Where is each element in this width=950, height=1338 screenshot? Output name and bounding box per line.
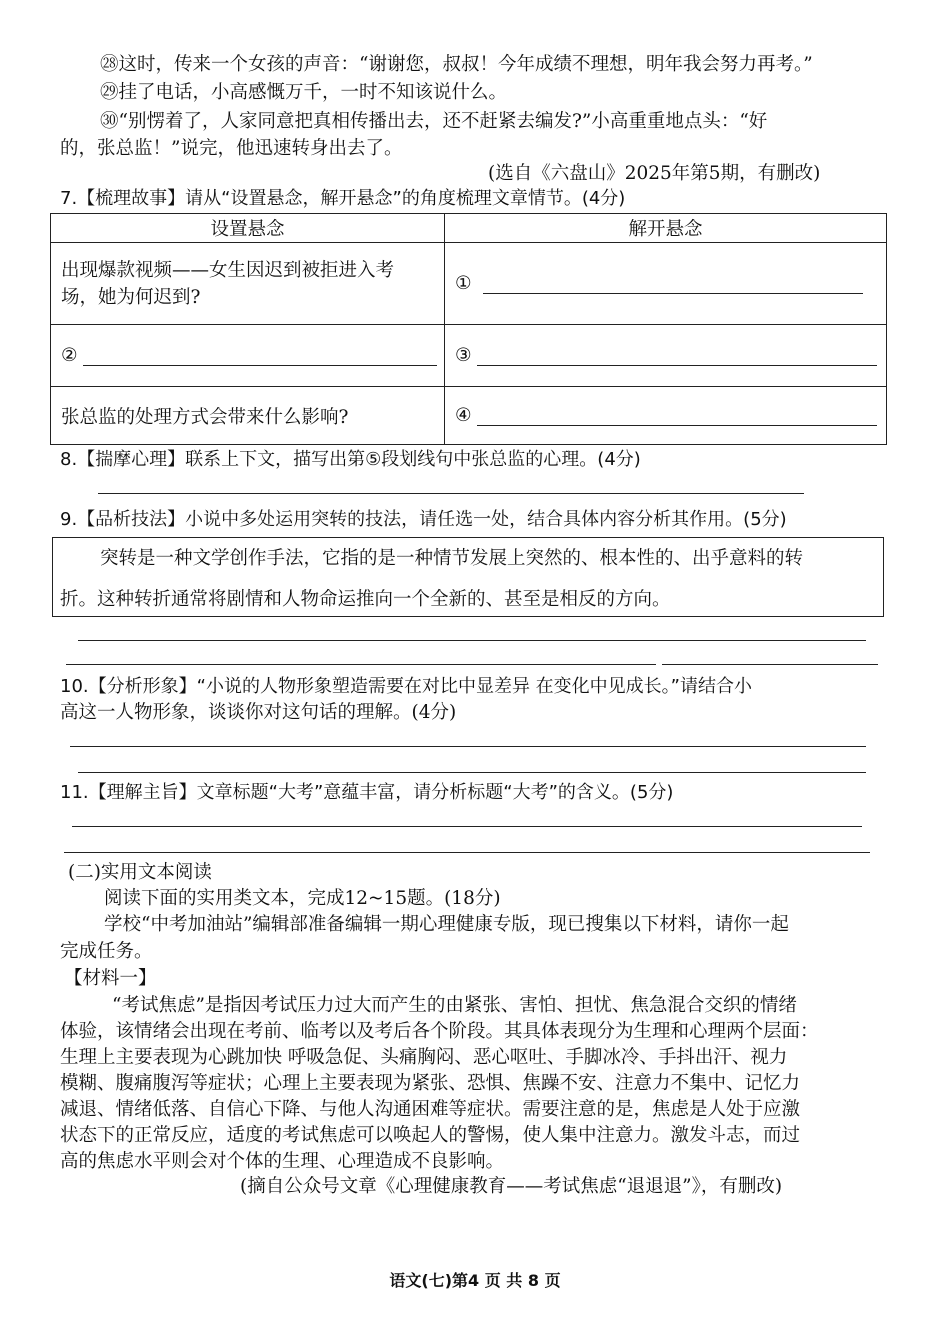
definition-line2: 折。这种转折通常将剧情和人物命运推向一个全新的、甚至是相反的方向。 (60, 589, 671, 610)
plot-table (50, 213, 887, 445)
mark-4: ④ (455, 405, 472, 426)
answer-blank-1[interactable] (483, 275, 863, 294)
mark-2: ② (61, 345, 78, 366)
material-1-source: (摘自公众号文章《心理健康教育——考试焦虑“退退退”》，有删改) (240, 1176, 783, 1197)
answer-line-q10-1[interactable] (70, 746, 866, 747)
row3-suspense-cell (51, 387, 445, 445)
answer-line-q11-1[interactable] (72, 826, 862, 827)
material-1-line: 状态下的正常反应，适度的考试焦虑可以唤起人的警惕，使人集中注意力。激发斗志，而过 (60, 1125, 801, 1146)
answer-blank-4[interactable] (477, 407, 877, 426)
mark-3: ③ (455, 345, 472, 366)
mark-1: ① (455, 273, 472, 294)
story-paragraph-28: ㉘这时，传来一个女孩的声音：“谢谢您，叔叔！今年成绩不理想，明年我会努力再考。” (100, 54, 813, 75)
row1-answer-cell[interactable] (445, 243, 887, 325)
row3-answer-cell[interactable] (445, 387, 887, 445)
page-footer: 语文(七)第4 页 共 8 页 (389, 1271, 561, 1290)
question-7-prompt: 7.【梳理故事】请从“设置悬念，解开悬念”的角度梳理文章情节。(4分) (60, 188, 626, 209)
material-1-line: 减退、情绪低落、自信心下降、与他人沟通困难等症状。需要注意的是，焦虑是人处于应激 (60, 1099, 801, 1120)
question-10-prompt-line1: 10.【分析形象】“小说的人物形象塑造需要在对比中显差异 在变化中见成长。”请结合小 (60, 676, 752, 697)
answer-line-q9-3[interactable] (662, 664, 878, 665)
material-1-label: 【材料一】 (64, 968, 157, 989)
answer-line-q11-2[interactable] (64, 852, 870, 853)
story-source: (选自《六盘山》2025年第5期，有删改) (488, 163, 821, 184)
row2-answer-cell[interactable] (445, 325, 887, 387)
question-10-prompt-line2: 高这一人物形象，谈谈你对这句话的理解。(4分) (60, 702, 457, 723)
definition-line1: 突转是一种文学创作手法，它指的是一种情节发展上突然的、根本性的、出乎意料的转 (100, 548, 804, 569)
answer-blank-3[interactable] (477, 347, 877, 366)
question-8-prompt: 8.【揣摩心理】联系上下文，描写出第⑤段划线句中张总监的心理。(4分) (60, 449, 641, 470)
answer-line-q9-2[interactable] (66, 664, 656, 665)
row2-suspense-cell[interactable] (51, 325, 445, 387)
story-paragraph-29: ㉙挂了电话，小高感慨万千，一时不知该说什么。 (100, 82, 508, 103)
answer-line-q8[interactable] (98, 493, 804, 494)
material-1-line: 生理上主要表现为心跳加快 呼吸急促、头痛胸闷、恶心呕吐、手脚冰冷、手抖出汗、视力 (60, 1047, 788, 1068)
row1-suspense-cell (51, 243, 445, 325)
material-1-line: “考试焦虑”是指因考试压力过大而产生的由紧张、害怕、担忧、焦急混合交织的情绪 (112, 995, 797, 1016)
header-resolve-suspense: 解开悬念 (445, 214, 887, 243)
row3-suspense-text: 张总监的处理方式会带来什么影响? (61, 406, 349, 428)
question-11-prompt: 11.【理解主旨】文章标题“大考”意蕴丰富，请分析标题“大考”的含义。(5分) (60, 782, 674, 803)
section2-intro-line2: 完成任务。 (60, 941, 153, 962)
section2-instruction: 阅读下面的实用类文本，完成12~15题。(18分) (104, 888, 501, 909)
answer-line-q10-2[interactable] (78, 772, 866, 773)
section2-heading: (二)实用文本阅读 (68, 862, 212, 883)
row1-suspense-line2: 场，她为何迟到? (61, 286, 201, 308)
material-1-line: 体验，该情绪会出现在考前、临考以及考后各个阶段。其具体表现分为生理和心理两个层面： (60, 1021, 819, 1042)
material-1-line: 模糊、腹痛腹泻等症状；心理上主要表现为紧张、恐惧、焦躁不安、注意力不集中、记忆力 (60, 1073, 801, 1094)
story-paragraph-30-line2: 的，张总监！”说完，他迅速转身出去了。 (60, 138, 403, 159)
story-paragraph-30-line1: ㉚“别愣着了，人家同意把真相传播出去，还不赶紧去编发?”小高重重地点头：“好 (100, 111, 768, 132)
section2-intro-line1: 学校“中考加油站”编辑部准备编辑一期心理健康专版，现已搜集以下材料，请你一起 (104, 914, 789, 935)
row1-suspense-line1: 出现爆款视频——女生因迟到被拒进入考 (61, 259, 395, 281)
answer-blank-2[interactable] (83, 347, 437, 366)
question-9-prompt: 9.【品析技法】小说中多处运用突转的技法，请任选一处，结合具体内容分析其作用。(5分) (60, 509, 787, 530)
material-1-line: 高的焦虑水平则会对个体的生理、心理造成不良影响。 (60, 1151, 505, 1172)
answer-line-q9-1[interactable] (78, 640, 866, 641)
header-set-suspense: 设置悬念 (51, 214, 445, 243)
